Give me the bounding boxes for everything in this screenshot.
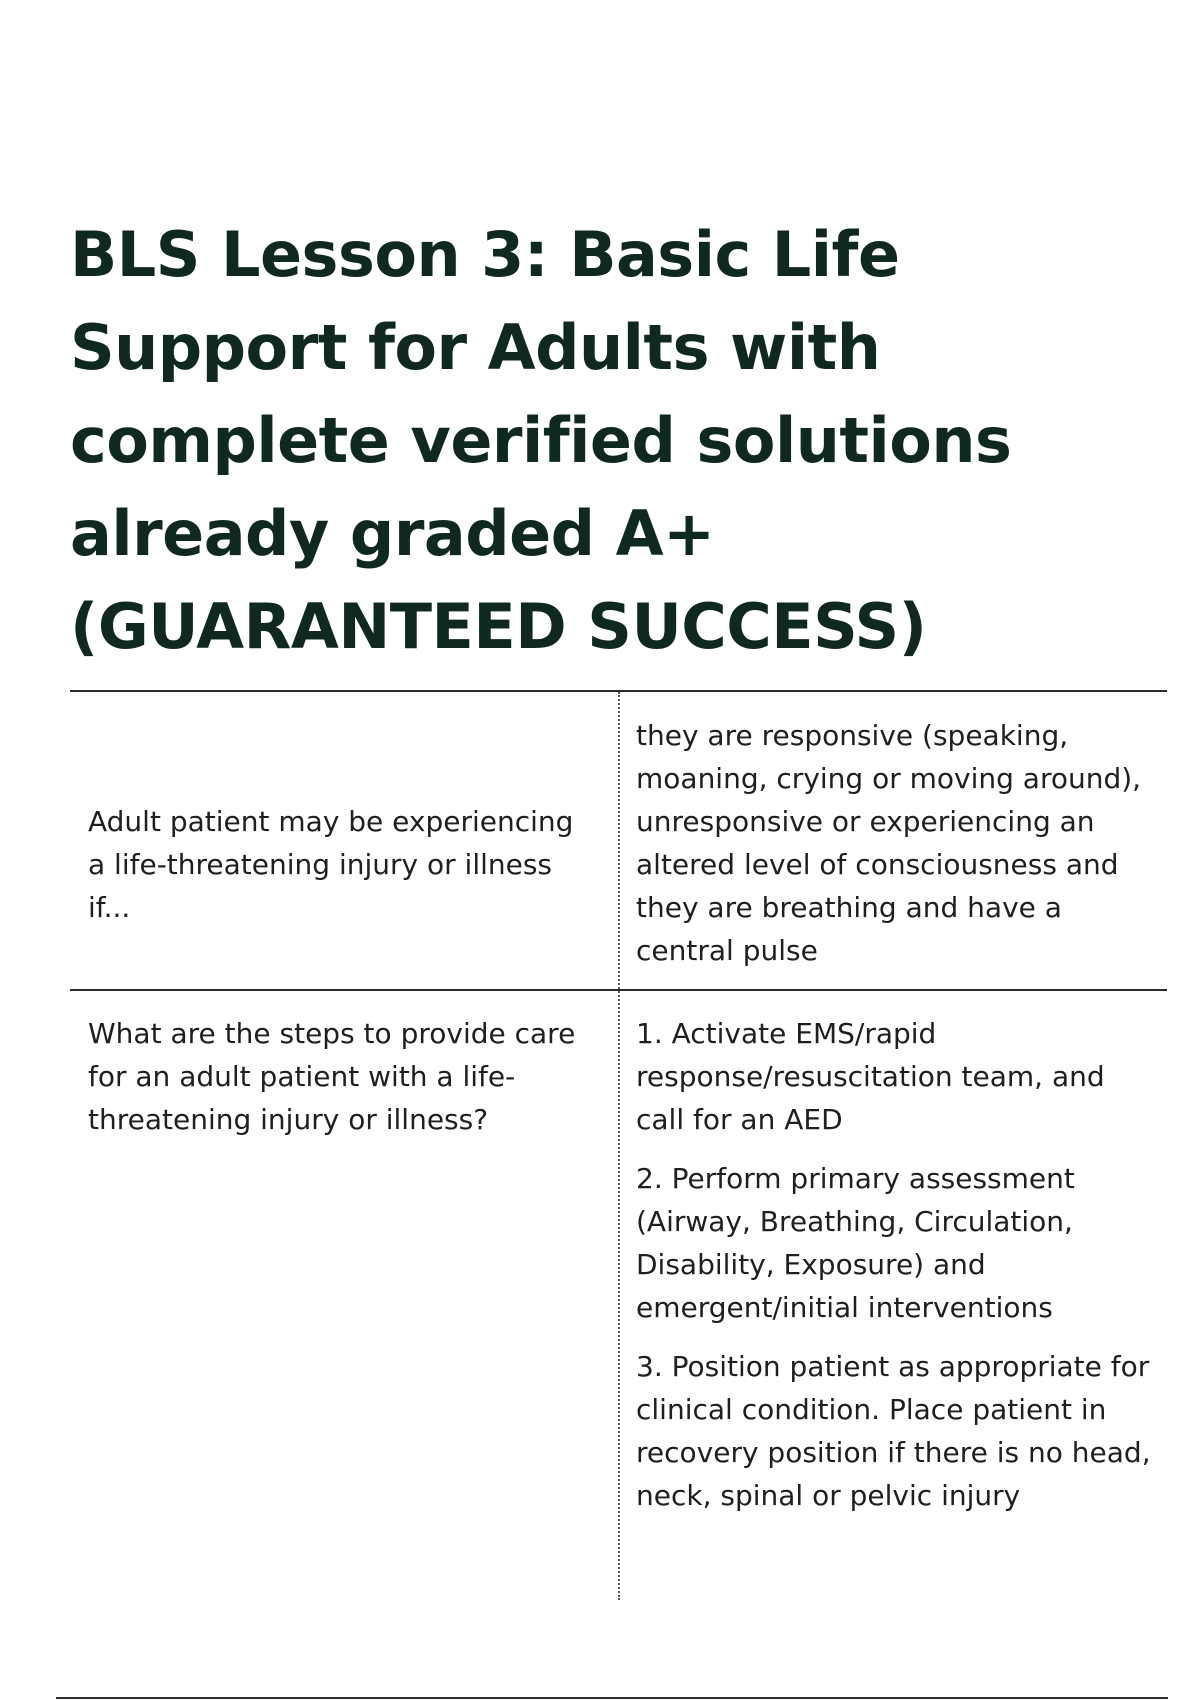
page-title: BLS Lesson 3: Basic Life Support for Adults with complete verified solutions already graded A+(GUARANTEED SUCCESS)	[70, 218, 1012, 663]
row-divider	[70, 989, 1167, 991]
card-2-definition	[636, 1012, 1161, 1533]
column-divider	[618, 692, 620, 1600]
card-1-term: Adult patient may be experiencing a life-threatening injury or illness if...	[88, 805, 574, 924]
step-3: 3. Position patient as appropriate for clinical condition. Place patient in recovery position if there is no head, neck, spinal or pelvic injury	[636, 1350, 1151, 1512]
step-1: 1. Activate EMS/rapid response/resuscitation team, and call for an AED	[636, 1017, 1105, 1136]
card-2-term: What are the steps to provide care for an adult patient with a life-threatening injury or illness?	[88, 1017, 576, 1136]
flashcard-table	[70, 690, 1167, 1602]
step-2: 2. Perform primary assessment (Airway, Breathing, Circulation, Disability, Exposure) and emergent/initial interventions	[636, 1162, 1075, 1324]
card-1-definition: they are responsive (speaking, moaning, crying or moving around), unresponsive or experiencing an altered level of consciousness and they are breathing and have a central pulse	[636, 719, 1142, 967]
page-bottom-rule	[56, 1697, 1168, 1699]
